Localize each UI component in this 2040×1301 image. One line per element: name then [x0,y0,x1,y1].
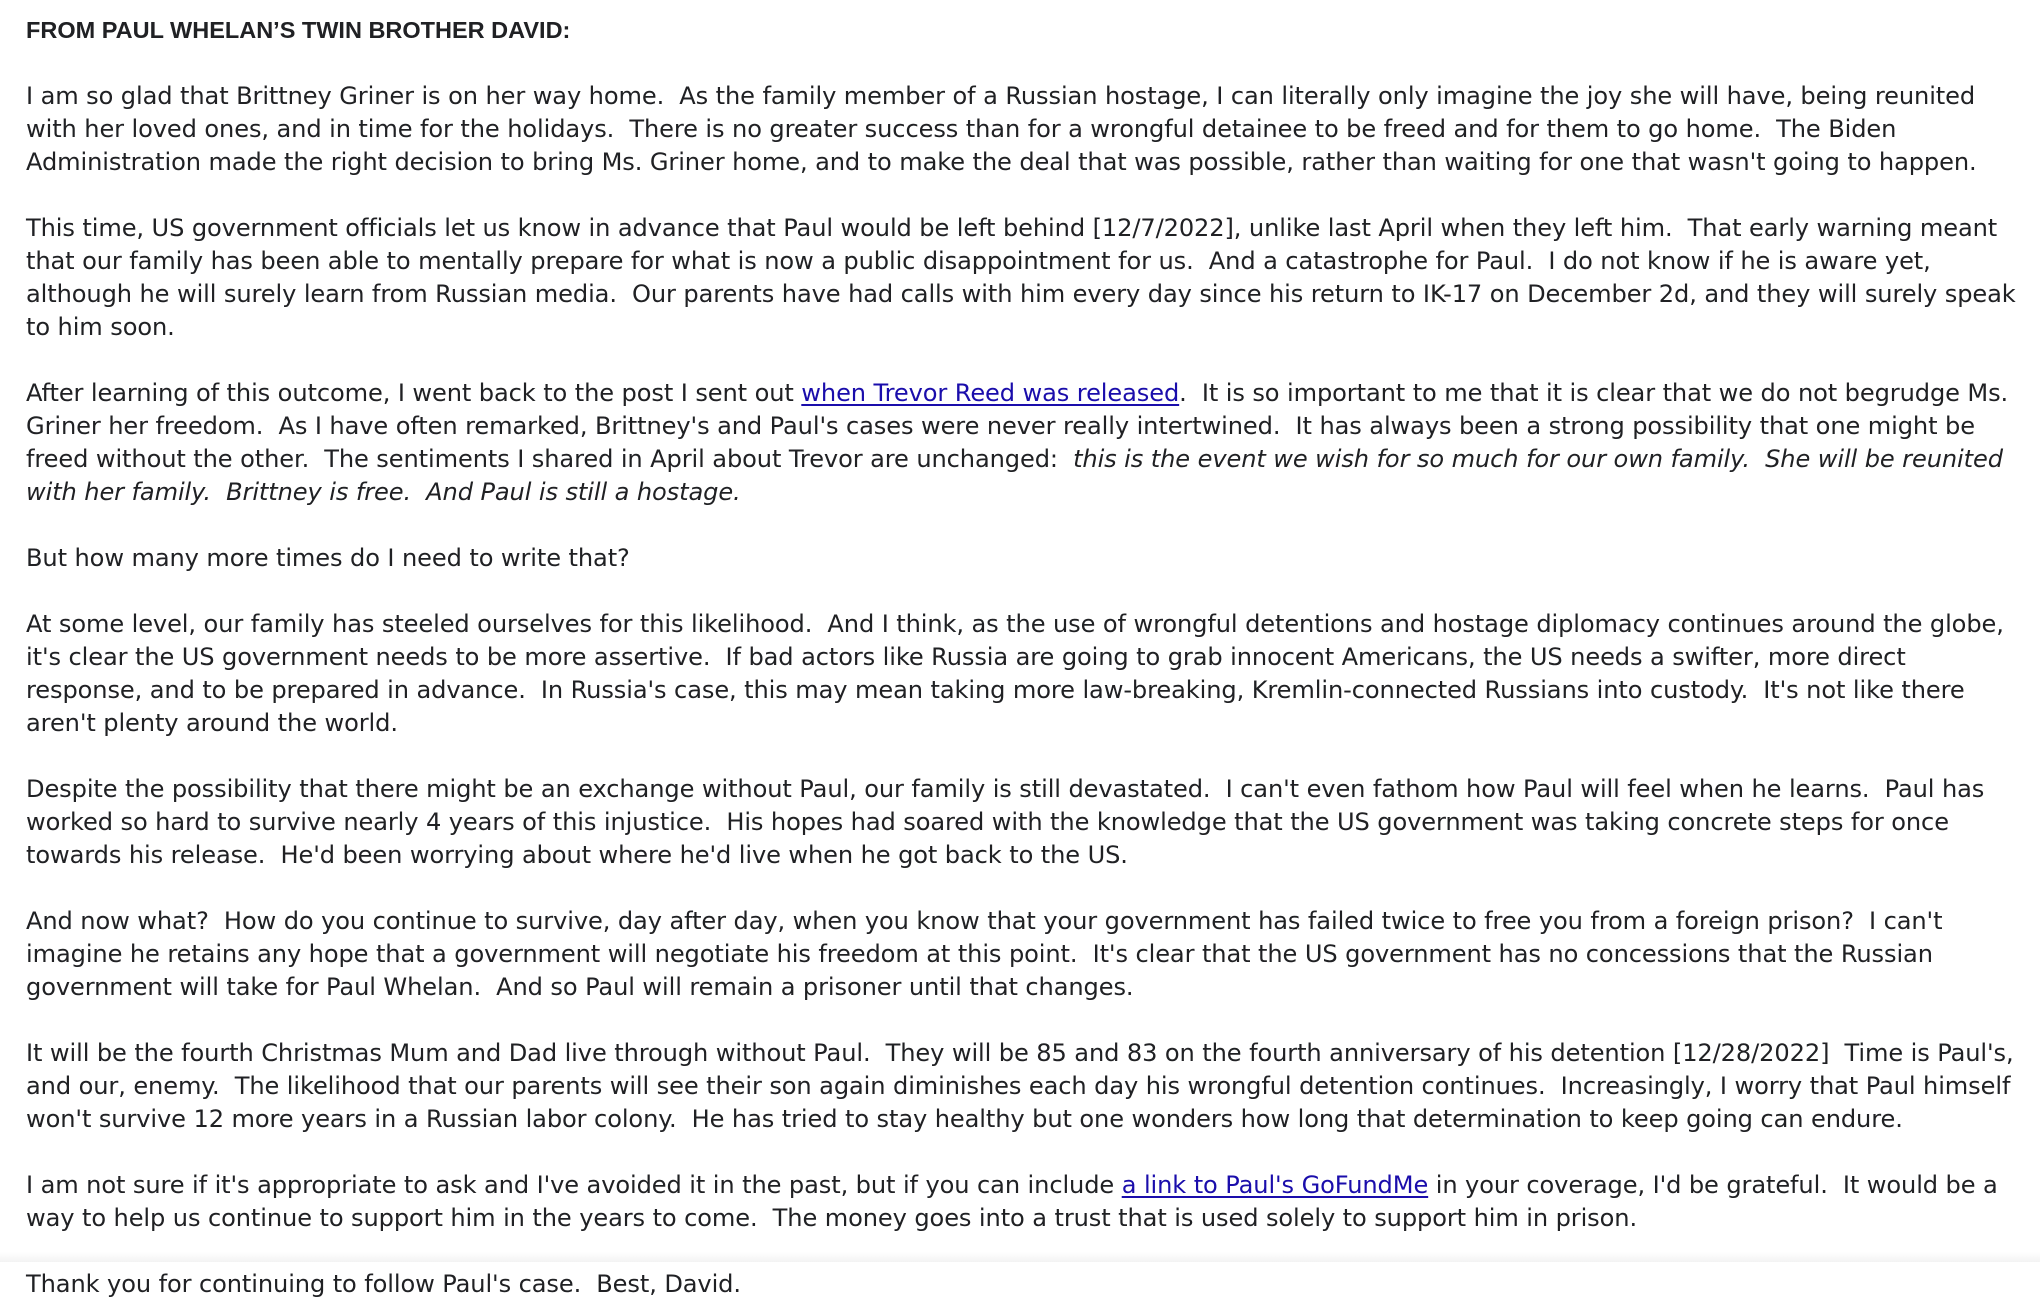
paragraph-1: I am so glad that Brittney Griner is on her way home. As the family member of a Russian hostage, I can literally only imagine the joy she will have, being reunited with her loved ones, and in time for the holidays. There is no greater success than for a wrongful detainee to be freed and for them to go home. The Biden Administration made the right decision to bring Ms. Griner home, and to make the deal that was possible, rather than waiting for one that wasn't going to happen. [26,82,1977,176]
paragraph-9-text-end: in your coverage, I'd be grateful. It would be a way to help us continue to support him in the years to come. The money goes into a trust that is used solely to support him in prison. [26,1171,1998,1232]
statement-heading: FROM PAUL WHELAN’S TWIN BROTHER DAVID: [26,17,571,43]
paragraph-9 [26,1169,2021,1235]
paragraph-3-text-middle: . It is so important to me that it is clear that we do not begrudge Ms. Griner her freedom. As I have often remarked, Brittney's and Paul's cases were never really intertwined. It has always been a strong possibility that one might be freed without the other. The sentiments I shared in April about Trevor are unchanged: [26,379,2009,473]
paragraph-3 [26,377,2021,509]
paragraph-4: But how many more times do I need to write that? [26,544,630,572]
bottom-edge-shadow [0,1252,2040,1262]
trevor-reed-link[interactable]: when Trevor Reed was released [801,379,1180,407]
paragraph-3-text-start: After learning of this outcome, I went back to the post I sent out [26,379,802,407]
email-body [26,14,2021,1301]
gofundme-link[interactable]: a link to Paul's GoFundMe [1121,1171,1429,1199]
paragraph-6: Despite the possibility that there might be an exchange without Paul, our family is still devastated. I can't even fathom how Paul will feel when he learns. Paul has worked so hard to survive nearly 4 years of this injustice. His hopes had soared with the knowledge that the US government was taking concrete steps for once towards his release. He'd been worrying about where he'd live when he got back to the US. [26,775,1985,869]
paragraph-3-italic-quote: this is the event we wish for so much for our own family. She will be reunited with her family. Brittney is free. And Paul is still a hostage. [26,445,2003,506]
paragraph-10: Thank you for continuing to follow Paul's case. Best, David. [26,1270,741,1298]
paragraph-8: It will be the fourth Christmas Mum and Dad live through without Paul. They will be 85 and 83 on the fourth anniversary of his detention [12/28/2022] Time is Paul's, and our, enemy. The likelihood that our parents will see their son again diminishes each day his wrongful detention continues. Increasingly, I worry that Paul himself won't survive 12 more years in a Russian labor colony. He has tried to stay healthy but one wonders how long that determination to keep going can endure. [26,1039,2014,1133]
paragraph-2: This time, US government officials let us know in advance that Paul would be left behind [12/7/2022], unlike last April when they left him. That early warning meant that our family has been able to mentally prepare for what is now a public disappointment for us. And a catastrophe for Paul. I do not know if he is aware yet, although he will surely learn from Russian media. Our parents have had calls with him every day since his return to IK-17 on December 2d, and they will surely speak to him soon. [26,214,2016,341]
paragraph-5: At some level, our family has steeled ourselves for this likelihood. And I think, as the use of wrongful detentions and hostage diplomacy continues around the globe, it's clear the US government needs to be more assertive. If bad actors like Russia are going to grab innocent Americans, the US needs a swifter, more direct response, and to be prepared in advance. In Russia's case, this may mean taking more law-breaking, Kremlin-connected Russians into custody. It's not like there aren't plenty around the world. [26,610,2004,737]
paragraph-9-text-start: I am not sure if it's appropriate to ask and I've avoided it in the past, but if you can include [26,1171,1122,1199]
paragraph-7: And now what? How do you continue to survive, day after day, when you know that your government has failed twice to free you from a foreign prison? I can't imagine he retains any hope that a government will negotiate his freedom at this point. It's clear that the US government has no concessions that the Russian government will take for Paul Whelan. And so Paul will remain a prisoner until that changes. [26,907,1943,1001]
